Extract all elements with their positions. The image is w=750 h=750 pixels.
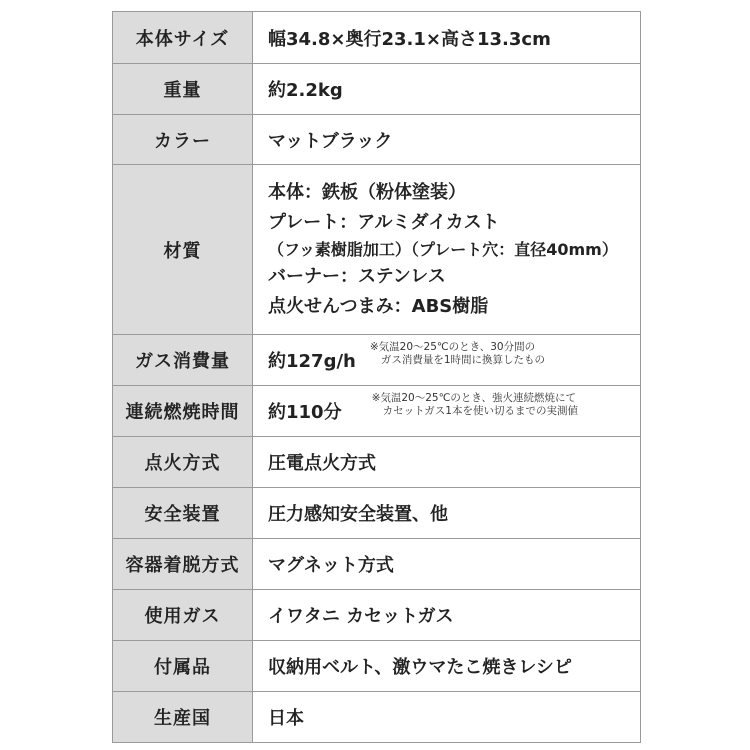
- spec-label: 材質: [113, 165, 253, 335]
- spec-label: 安全装置: [113, 488, 253, 539]
- material-line: 本体：鉄板（粉体塗装）: [268, 181, 466, 203]
- spec-value: 圧電点火方式: [253, 437, 641, 488]
- spec-label: 容器着脱方式: [113, 539, 253, 590]
- spec-label: 連続燃焼時間: [113, 386, 253, 437]
- spec-value-with-note: [253, 386, 641, 437]
- spec-label: 付属品: [113, 641, 253, 692]
- note-line: ※気温20～25℃のとき、強火連続燃焼にて: [371, 392, 576, 404]
- spec-value: 約127g/h: [268, 351, 356, 372]
- spec-row-container: [113, 539, 641, 590]
- material-line: 点火せんつまみ：ABS樹脂: [268, 295, 489, 317]
- spec-value: 約110分: [268, 402, 342, 423]
- spec-row-size: [113, 12, 641, 64]
- material-line: プレート：アルミダイカスト: [268, 211, 500, 233]
- spec-value: マットブラック: [253, 115, 641, 165]
- note-line: ガス消費量を1時間に換算したもの: [380, 354, 546, 366]
- note-line: ※気温20～25℃のとき、30分間の: [369, 341, 536, 353]
- spec-label: 使用ガス: [113, 590, 253, 641]
- spec-value: 日本: [253, 692, 641, 743]
- spec-value: 収納用ベルト、激ウマたこ焼きレシピ: [253, 641, 641, 692]
- note-line: カセットガス1本を使い切るまでの実測値: [382, 405, 578, 417]
- spec-value: イワタニ カセットガス: [253, 590, 641, 641]
- spec-row-weight: [113, 64, 641, 115]
- spec-note: [372, 392, 578, 418]
- spec-table: [112, 11, 641, 743]
- spec-row-ignition: [113, 437, 641, 488]
- spec-label: 点火方式: [113, 437, 253, 488]
- spec-row-burn-time: [113, 386, 641, 437]
- spec-row-gas-consumption: [113, 335, 641, 386]
- spec-value: 圧力感知安全装置、他: [253, 488, 641, 539]
- spec-row-gas-type: [113, 590, 641, 641]
- spec-label: 重量: [113, 64, 253, 115]
- spec-label: カラー: [113, 115, 253, 165]
- spec-value-with-note: [253, 335, 641, 386]
- spec-note: [370, 341, 545, 367]
- material-line: （フッ素樹脂加工）（プレート穴：直径40mm）: [268, 239, 618, 259]
- spec-value: 約2.2kg: [253, 64, 641, 115]
- spec-label: 生産国: [113, 692, 253, 743]
- spec-value: 幅34.8×奥行23.1×高さ13.3cm: [253, 12, 641, 64]
- spec-row-material: [113, 165, 641, 335]
- spec-value-material: [253, 165, 641, 335]
- spec-row-origin: [113, 692, 641, 743]
- spec-label: ガス消費量: [113, 335, 253, 386]
- spec-value: マグネット方式: [253, 539, 641, 590]
- spec-label: 本体サイズ: [113, 12, 253, 64]
- spec-row-safety: [113, 488, 641, 539]
- spec-row-accessories: [113, 641, 641, 692]
- spec-row-color: [113, 115, 641, 165]
- material-line: バーナー：ステンレス: [268, 265, 446, 287]
